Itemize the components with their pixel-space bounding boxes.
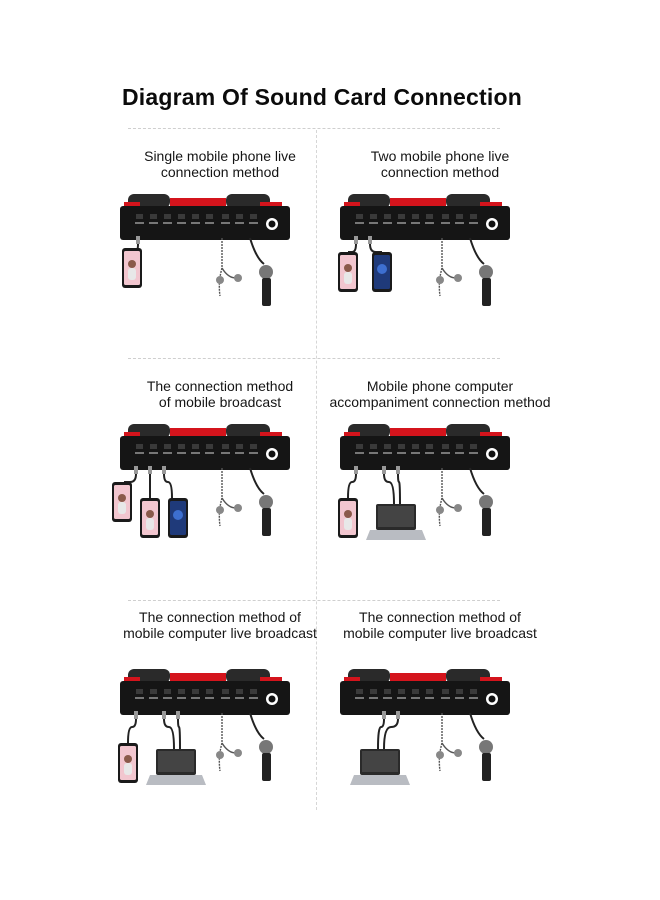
illustration-group [338,194,510,306]
sound-card-port [250,444,257,449]
sound-card-port-label [221,452,230,454]
phone-screen-face [146,510,154,518]
sound-card-port-label [411,222,420,224]
phone-icon [372,252,392,292]
earphone-cable [219,713,222,771]
earphone-cable-right [222,498,236,508]
connection-illustration [110,418,310,588]
panel-caption-line: The connection method of [139,609,301,625]
laptop-screen [362,751,398,772]
sound-card-port [370,444,377,449]
illustration-group [112,424,290,538]
laptop-base [350,775,410,785]
sound-card-port-label [383,222,392,224]
panel-caption [100,378,340,410]
panel-caption-line: Single mobile phone live [144,148,296,164]
earbud-left [436,506,444,514]
panel-caption-line: mobile computer live broadcast [343,625,537,641]
phone-screen-person [146,518,154,530]
sound-card-port [356,444,363,449]
sound-card-port [250,689,257,694]
separator-row2 [128,600,500,601]
sound-card-port-label [355,222,364,224]
panel-caption-line: Mobile phone computer [366,378,514,394]
cable-plug [134,466,138,474]
sound-card-port-label [441,452,450,454]
phone-icon [112,482,132,522]
sound-card-icon [340,424,510,470]
sound-card-port-label [411,452,420,454]
sound-card-port-label [221,222,230,224]
sound-card-port [470,689,477,694]
sound-card-port-label [411,697,420,699]
sound-card-port [222,689,229,694]
sound-card-port [398,214,405,219]
cable-icon [384,711,398,749]
cable-plug [162,711,166,719]
microphone-head [259,265,273,279]
earbud-right [234,274,242,282]
earphone-cable [219,238,222,296]
phone-screen-face [128,260,136,268]
sound-card-icon [340,669,510,715]
sound-card-port-label [369,697,378,699]
sound-card-port [250,214,257,219]
sound-card-port [136,214,143,219]
earbud-left [436,276,444,284]
phone-screen-face [118,494,126,502]
sound-card-port [164,214,171,219]
earbud-left [216,751,224,759]
sound-card-port-label [235,222,244,224]
sound-card-port-label [425,452,434,454]
sound-card-port-label [383,697,392,699]
sound-card-port-label [397,697,406,699]
earphone-icon [436,468,462,526]
microphone-head [479,495,493,509]
cable-plug [136,236,140,244]
earbud-left [216,506,224,514]
cable-plug [148,466,152,474]
sound-card-port-label [205,697,214,699]
microphone-body [262,278,271,306]
microphone-body [482,278,491,306]
panel-caption [320,148,560,180]
connection-illustration [110,663,310,833]
sound-card-port-label [355,697,364,699]
connection-illustration [330,663,530,833]
phone-icon [338,252,358,292]
panel-caption-line: connection method [380,164,500,180]
sound-card-port-label [425,697,434,699]
cable-plug [368,236,372,244]
phone-screen-disc [173,510,183,520]
sound-card-jack-hole [489,696,496,703]
sound-card-port-label [205,222,214,224]
sound-card-icon [120,669,290,715]
sound-card-port-label [383,452,392,454]
sound-card-port-label [205,452,214,454]
sound-card-port-label [163,452,172,454]
sound-card-port [206,444,213,449]
cable-plug [382,711,386,719]
sound-card-port-label [235,697,244,699]
phone-icon [118,743,138,783]
sound-card-jack-hole [269,696,276,703]
microphone-icon [470,238,493,306]
sound-card-port [150,689,157,694]
earbud-right [234,749,242,757]
cable-plug [354,236,358,244]
sound-card-port-label [441,222,450,224]
connection-illustration [330,188,530,358]
sound-card-port [426,214,433,219]
microphone-icon [470,468,493,536]
panel-caption [320,609,560,641]
microphone-cable [470,713,484,739]
sound-card-port [192,214,199,219]
sound-card-port [178,444,185,449]
sound-card-icon [120,194,290,240]
earbud-right [454,749,462,757]
sound-card-jack-hole [489,221,496,228]
sound-card-port [398,689,405,694]
earphone-cable [439,713,442,771]
laptop-screen [158,751,194,772]
sound-card-port-label [163,697,172,699]
sound-card-port [192,689,199,694]
sound-card-port-label [455,452,464,454]
sound-card-port [222,444,229,449]
sound-card-jack-hole [489,451,496,458]
earphone-icon [216,713,242,771]
sound-card-port [384,689,391,694]
sound-card-port-label [191,697,200,699]
phone-screen-person [128,268,136,280]
sound-card-port [456,689,463,694]
microphone-cable [250,238,264,264]
panel-caption [100,148,340,180]
sound-card-port [470,214,477,219]
panel-caption-line: The connection method [146,378,294,394]
earphone-cable-right [222,268,236,278]
sound-card-port-label [397,222,406,224]
sound-card-port [178,689,185,694]
sound-card-port [136,689,143,694]
microphone-body [482,508,491,536]
sound-card-port-label [135,697,144,699]
sound-card-port-label [163,222,172,224]
sound-card-port [370,214,377,219]
illustration-group [120,194,290,306]
sound-card-port-label [369,222,378,224]
earphone-cable-right [442,268,456,278]
phone-screen-person [344,518,352,530]
panel-caption-line: The connection method of [359,609,521,625]
sound-card-port-label [177,452,186,454]
cable-plug [134,711,138,719]
sound-card-port-label [135,222,144,224]
sound-card-port [206,214,213,219]
sound-card-port [178,214,185,219]
sound-card-port [470,444,477,449]
connection-panel [330,378,550,598]
illustration-group [340,669,510,785]
earbud-left [216,276,224,284]
laptop-icon [146,749,206,785]
laptop-icon [366,504,426,540]
sound-card-port [384,444,391,449]
sound-card-port-label [177,697,186,699]
microphone-head [479,740,493,754]
laptop-base [366,530,426,540]
microphone-cable [250,713,264,739]
sound-card-port-label [455,222,464,224]
sound-card-port [442,444,449,449]
connection-panel [110,609,330,829]
sound-card-port-label [191,452,200,454]
microphone-cable [470,238,484,264]
sound-card-port [456,444,463,449]
microphone-head [259,495,273,509]
sound-card-port-label [149,697,158,699]
sound-card-port [164,444,171,449]
sound-card-port-label [149,222,158,224]
earphone-cable [439,238,442,296]
earphone-cable [219,468,222,526]
microphone-head [259,740,273,754]
panel-caption [320,378,560,410]
sound-card-port-label [469,697,478,699]
sound-card-port [370,689,377,694]
phone-icon [122,248,142,288]
phone-icon [338,498,358,538]
sound-card-port [412,214,419,219]
phone-screen-face [344,264,352,272]
sound-card-port [412,444,419,449]
earphone-cable-right [222,743,236,753]
microphone-icon [250,468,273,536]
sound-card-port-label [135,452,144,454]
sound-card-port-label [355,452,364,454]
phone-screen-person [344,272,352,284]
sound-card-port [136,444,143,449]
sound-card-port-label [455,697,464,699]
earphone-icon [436,238,462,296]
sound-card-port [356,214,363,219]
sound-card-port [150,214,157,219]
microphone-icon [250,238,273,306]
sound-card-icon [120,424,290,470]
cable-plug [396,466,400,474]
connection-panel [330,609,550,829]
laptop-base [146,775,206,785]
phone-screen-face [344,510,352,518]
panel-caption-line: Two mobile phone live [370,148,510,164]
earbud-right [234,504,242,512]
connection-illustration [110,188,310,358]
microphone-icon [470,713,493,781]
sound-card-port-label [149,452,158,454]
diagram-title: Diagram Of Sound Card Connection [122,84,522,110]
sound-card-port-label [469,222,478,224]
panel-caption-line: connection method [160,164,280,180]
sound-card-port [236,444,243,449]
sound-card-port-label [369,452,378,454]
sound-card-port [236,689,243,694]
sound-card-icon [340,194,510,240]
sound-card-port-label [469,452,478,454]
cable-plug [162,466,166,474]
microphone-body [482,753,491,781]
sound-card-jack-hole [269,451,276,458]
sound-card-port [164,689,171,694]
earphone-cable [439,468,442,526]
earphone-cable-right [442,498,456,508]
phone-icon [168,498,188,538]
sound-card-port-label [191,222,200,224]
earphone-icon [216,238,242,296]
connection-panel [330,148,550,368]
sound-card-port [222,214,229,219]
sound-card-port [456,214,463,219]
cable-plug [176,711,180,719]
connection-panel [110,378,330,598]
microphone-body [262,753,271,781]
cable-plug [354,466,358,474]
illustration-group [118,669,290,785]
phone-screen-disc [377,264,387,274]
sound-card-port [426,689,433,694]
sound-card-port [150,444,157,449]
microphone-cable [470,468,484,494]
sound-card-port-label [425,222,434,224]
phone-screen-person [118,502,126,514]
microphone-icon [250,713,273,781]
earphone-icon [436,713,462,771]
sound-card-port-label [249,452,258,454]
sound-card-port-label [249,222,258,224]
illustration-group [338,424,510,540]
panel-caption-line: accompaniment connection method [329,394,551,410]
panel-caption [100,609,340,641]
sound-card-port [384,214,391,219]
microphone-body [262,508,271,536]
earbud-right [454,274,462,282]
sound-card-port [442,689,449,694]
earbud-left [436,751,444,759]
sound-card-port [426,444,433,449]
earphone-icon [216,468,242,526]
sound-card-port [398,444,405,449]
sound-card-port [206,689,213,694]
separator-top [128,128,500,129]
panel-caption-line: of mobile broadcast [158,394,282,410]
earphone-cable-right [442,743,456,753]
laptop-screen [378,506,414,527]
sound-card-port [412,689,419,694]
microphone-cable [250,468,264,494]
sound-card-port-label [221,697,230,699]
panel-caption-line: mobile computer live broadcast [123,625,317,641]
sound-card-port [442,214,449,219]
cable-plug [396,711,400,719]
sound-card-port-label [249,697,258,699]
connection-illustration [330,418,530,588]
sound-card-port [236,214,243,219]
sound-card-jack-hole [269,221,276,228]
earbud-right [454,504,462,512]
sound-card-port [192,444,199,449]
cable-plug [382,466,386,474]
sound-card-port-label [441,697,450,699]
phone-screen-person [124,763,132,775]
sound-card-port-label [235,452,244,454]
phone-icon [140,498,160,538]
sound-card-port-label [177,222,186,224]
microphone-head [479,265,493,279]
phone-screen-face [124,755,132,763]
sound-card-port-label [397,452,406,454]
sound-card-port [356,689,363,694]
laptop-icon [350,749,410,785]
connection-panel [110,148,330,368]
